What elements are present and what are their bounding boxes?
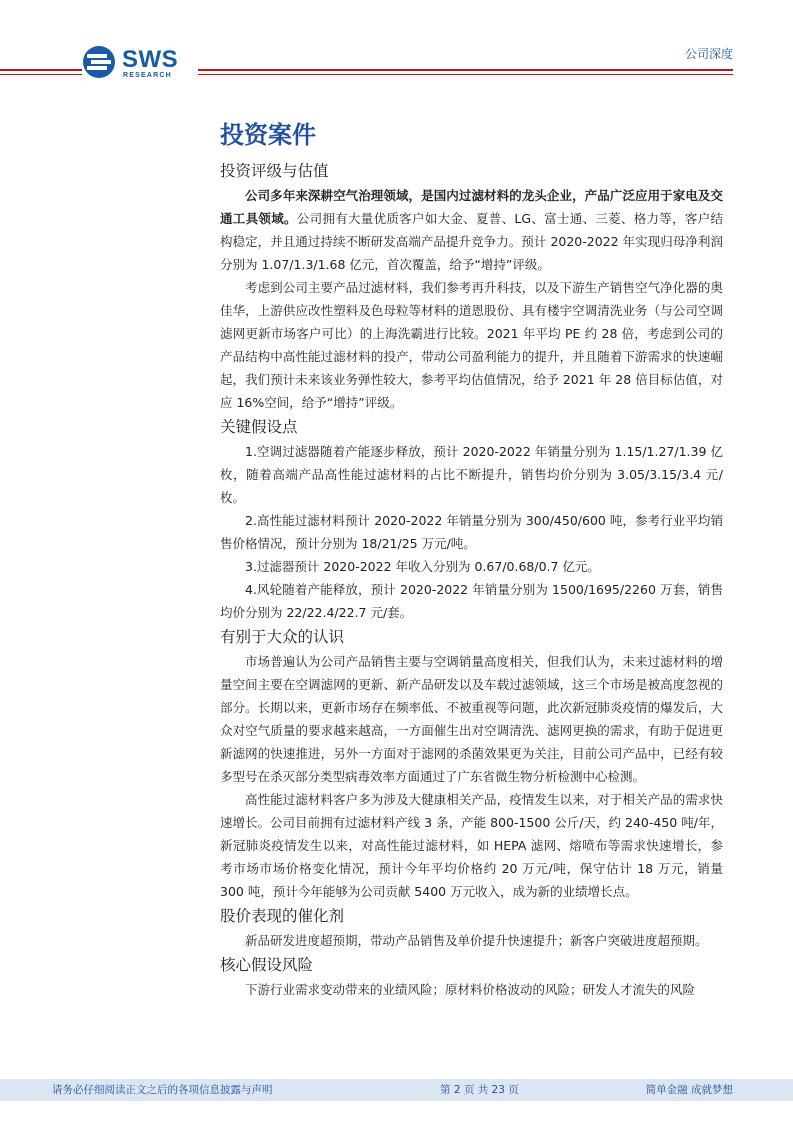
paragraph-text: 高性能过滤材料客户多为涉及大健康相关产品，疫情发生以来，对于相关产品的需求快速增长。公司目前拥有过滤材料产线 3 条，产能 800-1500 公斤/天，约 240-450 吨/年，新冠肺炎疫情发生以来，对高性能过滤材料，如 HEPA 滤网、熔喷布等需求快速增长，参考市场市场价格变化情况，预计今年平均价格约 20 万元/吨，保守估计 18 万元，销量 300 吨，预计今年能够为公司贡献 5400 万元收入，成为新的业绩增长点。: [220, 792, 723, 899]
section-heading: 关键假设点: [220, 418, 298, 436]
body-paragraph: [220, 184, 723, 276]
paragraph-text: 2.高性能过滤材料预计 2020-2022 年销量分别为 300/450/600 吨，参考行业平均销售价格情况，预计分别为 18/21/25 万元/吨。: [220, 513, 723, 551]
paragraph-text: 1.空调过滤器随着产能逐步释放，预计 2020-2022 年销量分别为 1.15/1.27/1.39 亿枚，随着高端产品高性能过滤材料的占比不断提升，销售均价分别为 3.05/3.15/3.4 元/枚。: [220, 444, 723, 505]
section-heading: 有别于大众的认识: [220, 628, 345, 646]
header-rule-thin: [198, 74, 733, 75]
header-rule: [198, 69, 733, 71]
paragraph-text: 3.过滤器预计 2020-2022 年收入分别为 0.67/0.68/0.7 亿元。: [245, 559, 600, 574]
header-rule: [0, 69, 82, 71]
footer-page-number: 第 2 页 共 23 页: [440, 1084, 519, 1096]
body-paragraph: [220, 929, 723, 952]
logo-text: SWS: [122, 46, 179, 73]
sections-container: [220, 158, 723, 1001]
sws-logo: [82, 45, 192, 85]
body-paragraph: [220, 578, 723, 624]
paragraph-text: 公司拥有大量优质客户如大金、夏普、LG、富士通、三菱、格力等，客户结构稳定，并且通过持续不断研发高端产品提升竞争力。预计 2020-2022 年实现归母净利润分别为 1.07/1.3/1.68 亿元，首次覆盖，给予“增持”评级。: [220, 211, 723, 272]
body-paragraph: [220, 440, 723, 509]
body-paragraph: [220, 276, 723, 414]
main-content: [220, 118, 723, 1001]
body-paragraph: [220, 788, 723, 903]
sws-logo-icon: [82, 45, 116, 79]
body-paragraph: [220, 650, 723, 788]
footer-slogan: 简单金融 成就梦想: [645, 1084, 733, 1096]
page-footer: [0, 1079, 793, 1101]
footer-disclaimer: 请务必仔细阅读正文之后的各项信息披露与声明: [52, 1084, 273, 1096]
paragraph-lead-bold: 公司多年来深耕空气治理领域，是国内过滤材料的龙头企业，产品广泛应用于家电及交通工具领域。: [220, 188, 723, 226]
section-heading: 股价表现的催化剂: [220, 907, 345, 925]
body-paragraph: [220, 978, 723, 1001]
header-rule-thin: [0, 74, 82, 75]
paragraph-text: 考虑到公司主要产品过滤材料，我们参考再升科技，以及下游生产销售空气净化器的奥佳华，上游供应改性塑料及色母粒等材料的道恩股份、具有楼宇空调清洗业务（与公司空调滤网更新市场客户可比）的上海洗霸进行比较。2021 年平均 PE 约 28 倍，考虑到公司的产品结构中高性能过滤材料的投产，带动公司盈利能力的提升，并且随着下游需求的快速崛起，我们预计未来该业务弹性较大，参考平均估值情况，给予 2021 年 28 倍目标估值，对应 16%空间，给予“增持”评级。: [220, 280, 723, 410]
paragraph-text: 市场普遍认为公司产品销售主要与空调销量高度相关，但我们认为，未来过滤材料的增量空间主要在空调滤网的更新、新产品研发以及车载过滤领域，这三个市场是被高度忽视的部分。长期以来，更新市场存在频率低、不被重视等问题，此次新冠肺炎疫情的爆发后，大众对空气质量的要求越来越高，一方面催生出对空调清洗、滤网更换的需求，有助于促进更新滤网的快速推进，另外一方面对于滤网的杀菌效果更为关注，目前公司产品中，已经有较多型号在杀灭部分类型病毒效率方面通过了广东省微生物分析检测中心检测。: [220, 654, 723, 784]
page-header: [0, 0, 793, 90]
body-paragraph: [220, 509, 723, 555]
paragraph-text: 下游行业需求变动带来的业绩风险；原材料价格波动的风险；研发人才流失的风险: [245, 982, 696, 997]
body-paragraph: [220, 555, 723, 578]
report-type-label: 公司深度: [684, 47, 733, 61]
logo-subtext: RESEARCH: [123, 72, 172, 79]
paragraph-text: 新品研发进度超预期，带动产品销售及单价提升快速提升；新客户突破进度超预期。: [245, 933, 708, 948]
section-heading: 投资评级与估值: [220, 162, 329, 180]
page-title: 投资案件: [220, 121, 316, 149]
section-heading: 核心假设风险: [220, 956, 314, 974]
paragraph-text: 4.风轮随着产能释放，预计 2020-2022 年销量分别为 1500/1695/2260 万套，销售均价分别为 22/22.4/22.7 元/套。: [220, 582, 723, 620]
